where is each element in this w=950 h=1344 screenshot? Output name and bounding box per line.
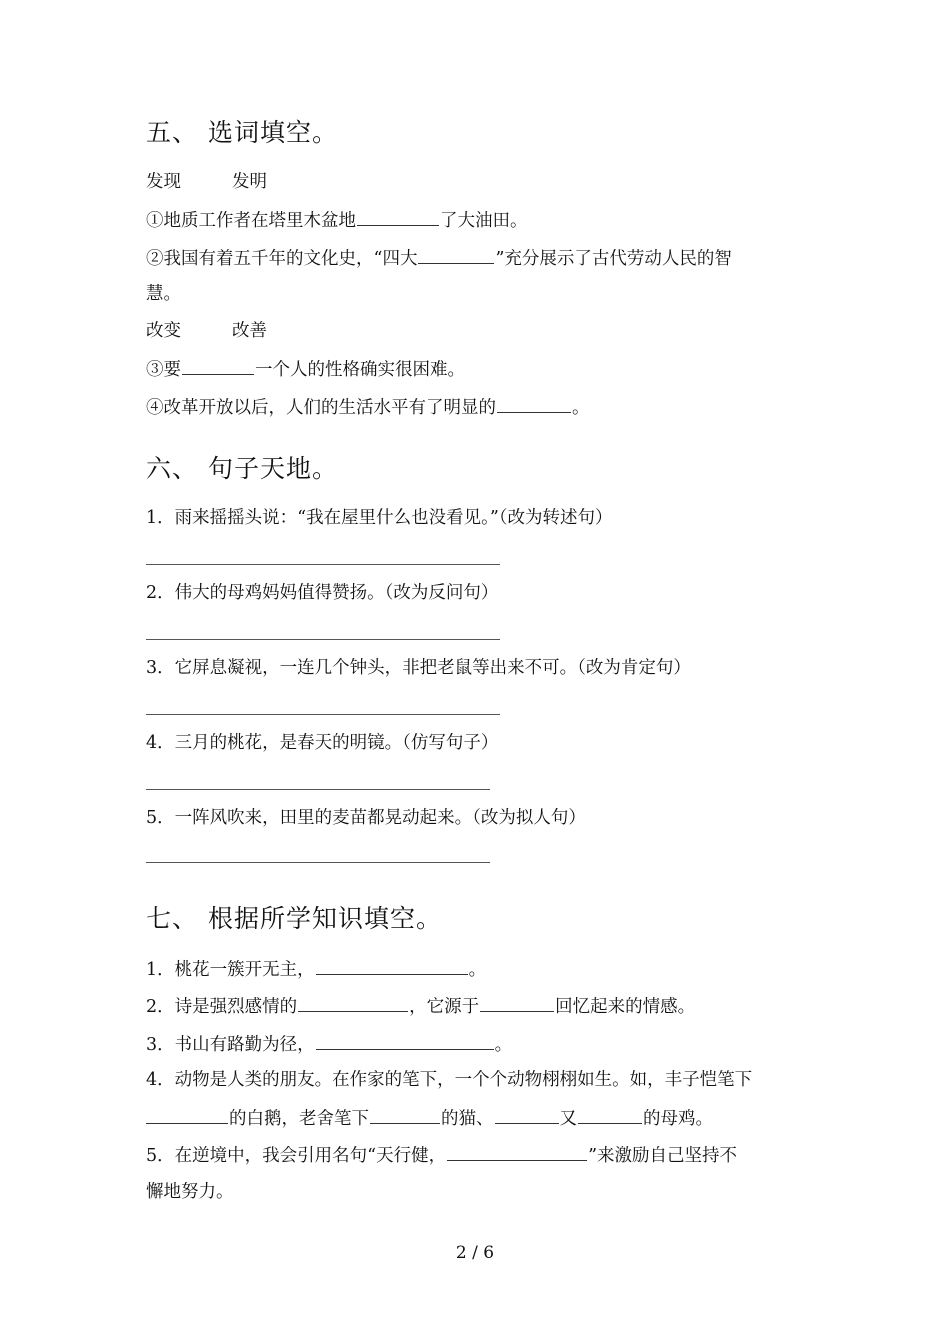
question-6-4: 4．三月的桃花，是春天的明镜。（仿写句子） [146, 733, 499, 753]
question-6-1: 1．雨来摇摇头说：“我在屋里什么也没看见。”（改为转述句） [146, 508, 613, 528]
fill-blank[interactable] [418, 245, 494, 264]
fill-blank[interactable] [578, 1105, 642, 1124]
answer-line[interactable] [146, 862, 490, 863]
question-5-1: ①地质工作者在塔里木盆地 了大油田。 [146, 207, 528, 233]
question-7-5: 5．在逆境中，我会引用名句“天行健， ”来激励自己坚持不 [146, 1142, 737, 1168]
answer-line[interactable] [146, 639, 500, 640]
section-5-heading: 五、 选词填空。 [146, 118, 339, 147]
fill-blank[interactable] [357, 207, 439, 226]
answer-line[interactable] [146, 789, 490, 790]
fill-blank[interactable] [497, 394, 571, 413]
fill-blank[interactable] [146, 1105, 228, 1124]
section-7-heading: 七、 根据所学知识填空。 [146, 904, 443, 933]
word-choices-2: 改变 改善 [146, 321, 267, 341]
fill-blank[interactable] [316, 956, 468, 975]
word-choices-1: 发现 发明 [146, 172, 267, 192]
question-7-4-continued: 的白鹅，老舍笔下 的猫、 又 的母鸡。 [146, 1105, 713, 1131]
question-6-3: 3．它屏息凝视，一连几个钟头，非把老鼠等出来不可。（改为肯定句） [146, 658, 691, 678]
section-6-heading: 六、 句子天地。 [146, 454, 339, 483]
fill-blank[interactable] [316, 1031, 494, 1050]
page-number: 2 / 6 [455, 1243, 495, 1263]
fill-blank[interactable] [480, 993, 554, 1012]
question-6-5: 5．一阵风吹来，田里的麦苗都晃动起来。（改为拟人句） [146, 808, 586, 828]
question-7-5-continued: 懈地努力。 [146, 1182, 234, 1202]
answer-line[interactable] [146, 564, 500, 565]
question-5-3: ③要 一个人的性格确实很困难。 [146, 356, 465, 382]
question-5-4: ④改革开放以后，人们的生活水平有了明显的 。 [146, 394, 590, 420]
question-7-4: 4．动物是人类的朋友。在作家的笔下，一个个动物栩栩如生。如，丰子恺笔下 [146, 1070, 753, 1090]
fill-blank[interactable] [447, 1142, 587, 1161]
fill-blank[interactable] [370, 1105, 440, 1124]
question-7-1: 1．桃花一簇开无主， 。 [146, 956, 486, 982]
fill-blank[interactable] [182, 356, 254, 375]
question-7-2: 2．诗是强烈感情的 ，它源于 回忆起来的情感。 [146, 993, 695, 1019]
question-5-2-continued: 慧。 [146, 284, 181, 304]
question-6-2: 2．伟大的母鸡妈妈值得赞扬。（改为反问句） [146, 583, 499, 603]
question-5-2: ②我国有着五千年的文化史，“四大 ”充分展示了古代劳动人民的智 [146, 245, 732, 271]
fill-blank[interactable] [298, 993, 408, 1012]
question-7-3: 3．书山有路勤为径， 。 [146, 1031, 512, 1057]
fill-blank[interactable] [495, 1105, 559, 1124]
answer-line[interactable] [146, 714, 500, 715]
